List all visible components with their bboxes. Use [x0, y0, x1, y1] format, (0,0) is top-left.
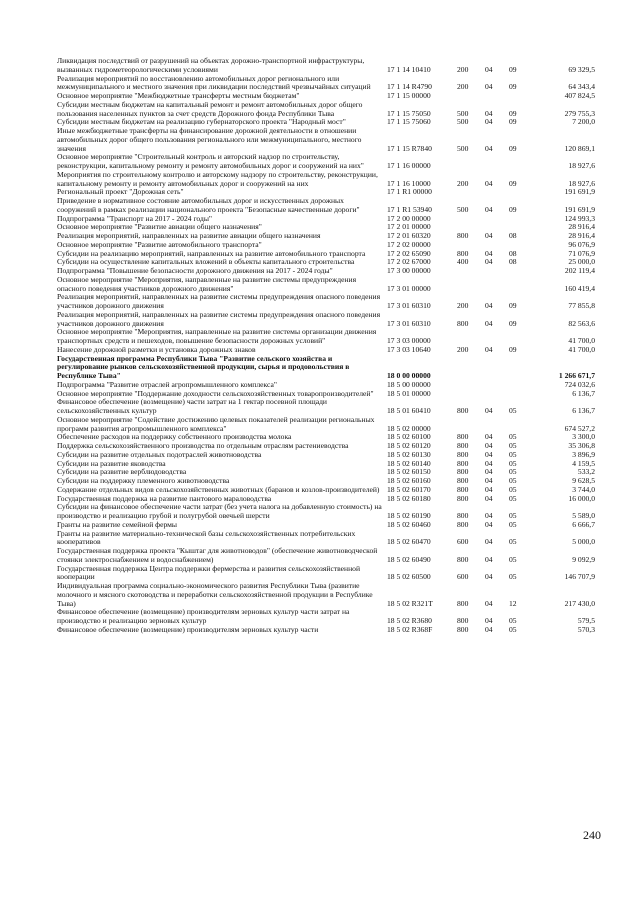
- row-target-code: 18 5 02 60500: [387, 572, 431, 582]
- row-amount: 28 916,4: [568, 231, 595, 240]
- row-subsection: 05: [509, 467, 517, 477]
- row-target-code: 17 3 00 00000: [387, 266, 431, 275]
- row-target-code: 17 2 02 67000: [387, 257, 431, 267]
- row-section: 04: [485, 406, 493, 415]
- row-expense-type: 800: [457, 511, 469, 520]
- row-expense-type: 800: [457, 318, 469, 328]
- table-row: [57, 565, 597, 583]
- row-name: Мероприятия по строительному контролю и авторскому надзору по строительству, реконструкции, капитальному ремонту и ремонту автомобильных дорог и сооружений на них: [57, 169, 378, 188]
- table-row: [57, 355, 597, 381]
- row-expense-type: 500: [457, 108, 469, 118]
- row-name: Финансовое обеспечение (возмещение) части затрат на 1 гектар посевной площади сельскохозяйственных культур: [57, 397, 327, 415]
- row-name: Основное мероприятие "Мероприятия, направленные на развитие системы предупреждения опасного поведения участников дорожного движения": [57, 274, 357, 293]
- row-section: 04: [485, 616, 493, 625]
- table-row: [57, 398, 597, 416]
- row-section: 04: [485, 449, 493, 459]
- row-target-code: 17 2 00 00000: [387, 213, 431, 223]
- table-row: [57, 293, 597, 311]
- row-target-code: 18 5 02 60180: [387, 493, 431, 503]
- row-subsection: 05: [509, 441, 517, 450]
- row-expense-type: 800: [457, 406, 469, 415]
- row-expense-type: 600: [457, 537, 469, 547]
- row-amount: 18 927,6: [568, 161, 595, 170]
- row-subsection: 05: [509, 624, 517, 634]
- table-row: [57, 57, 597, 75]
- row-target-code: 17 2 01 00000: [387, 222, 431, 232]
- row-expense-type: 800: [457, 432, 469, 442]
- row-subsection: 09: [509, 318, 517, 328]
- row-target-code: 17 1 R1 00000: [387, 187, 432, 197]
- row-name: Субсидии местным бюджетам на капитальный ремонт и ремонт автомобильных дорог общего пользования населенных пунктов за счет средств Дорожного фонда Республики Тыва: [57, 99, 363, 118]
- row-expense-type: 200: [457, 178, 469, 188]
- row-name: Нанесение дорожной разметки и установка дорожных знаков: [57, 344, 256, 354]
- row-section: 04: [485, 82, 493, 92]
- row-target-code: 17 3 03 00000: [387, 336, 431, 345]
- row-name: Обеспечение расходов на поддержку собственного производства молока: [57, 432, 292, 442]
- table-row: [57, 127, 597, 153]
- row-name: Региональный проект "Дорожная сеть": [57, 187, 184, 197]
- row-amount: 71 076,9: [568, 248, 595, 258]
- row-amount: 6 136,7: [572, 388, 595, 398]
- row-subsection: 05: [509, 406, 517, 415]
- row-expense-type: 800: [457, 449, 469, 459]
- row-target-code: 18 5 01 60410: [387, 406, 431, 415]
- row-target-code: 18 5 02 60140: [387, 458, 431, 468]
- row-target-code: 17 1 R1 53940: [387, 204, 432, 214]
- row-subsection: 09: [509, 204, 517, 214]
- row-amount: 69 329,5: [568, 64, 595, 74]
- row-target-code: 17 3 01 60310: [387, 301, 431, 310]
- row-name: Субсидии на осуществление капитальных вложений в объекты капитального строительства: [57, 257, 355, 267]
- row-section: 04: [485, 178, 493, 188]
- row-subsection: 09: [509, 143, 517, 153]
- row-section: 04: [485, 467, 493, 477]
- row-target-code: 17 1 15 75060: [387, 117, 431, 127]
- row-subsection: 05: [509, 484, 517, 494]
- row-section: 04: [485, 493, 493, 503]
- row-target-code: 17 1 16 10000: [387, 178, 431, 188]
- row-section: 04: [485, 143, 493, 153]
- row-expense-type: 800: [457, 231, 469, 240]
- row-target-code: 18 5 02 R368F: [387, 624, 433, 634]
- row-target-code: 18 5 02 R3680: [387, 616, 432, 625]
- row-name: Основное мероприятие "Содействие достижению целевых показателей реализации региональных программ развития агропромышленного комплекса": [57, 414, 375, 433]
- row-amount: 191 691,9: [564, 204, 595, 214]
- row-name: Поддержка сельскохозяйственного производства по отдельным отраслям растениеводства: [57, 441, 349, 450]
- row-amount: 82 563,6: [568, 318, 595, 328]
- row-section: 04: [485, 511, 493, 520]
- row-amount: 96 076,9: [568, 239, 595, 249]
- row-subsection: 05: [509, 511, 517, 520]
- row-name: Государственная поддержка Центра поддержки фермерства и развития сельскохозяйственной кооперации: [57, 563, 361, 582]
- row-name: Реализация мероприятий, направленных на развитие системы предупреждения опасного поведения участников дорожного движения: [57, 309, 381, 328]
- row-name: Субсидии на развитие верблюдоводства: [57, 467, 187, 477]
- row-amount: 16 000,0: [568, 493, 595, 503]
- table-row: [57, 626, 597, 635]
- row-target-code: 17 1 14 R4790: [387, 82, 432, 92]
- row-amount: 9 628,5: [572, 476, 595, 485]
- row-amount: 5 589,0: [572, 511, 595, 520]
- row-name: Содержание отдельных видов сельскохозяйственных животных (баранов и козлов-производителей): [57, 484, 380, 494]
- row-expense-type: 500: [457, 204, 469, 214]
- row-expense-type: 800: [457, 476, 469, 485]
- row-target-code: 17 3 03 10640: [387, 344, 431, 354]
- row-subsection: 12: [509, 598, 517, 608]
- row-name: Приведение в нормативное состояние автомобильных дорог и искусственных дорожных сооружений в рамках реализации национального проекта "Безопасные качественные дороги": [57, 196, 360, 214]
- row-name: Государственная поддержка проекта "Кыштаг для животноводов" (обеспечение животноводческой стоянки электроснабжением и водоснабжением): [57, 546, 378, 564]
- row-amount: 41 700,0: [568, 336, 595, 345]
- row-name: Реализация мероприятий, направленных на развитие системы предупреждения опасного поведения участников дорожного движения: [57, 292, 381, 310]
- row-amount: 64 343,4: [568, 82, 595, 92]
- row-section: 04: [485, 204, 493, 214]
- row-subsection: 05: [509, 476, 517, 485]
- row-section: 04: [485, 344, 493, 354]
- row-target-code: 18 5 02 60460: [387, 519, 431, 529]
- row-name: Основное мероприятие "Развитие авиации общего назначения": [57, 222, 262, 232]
- row-name: Иные межбюджетные трансферты на финансирование дорожной деятельности в отношении автомобильных дорог общего пользования регионального или межмуниципального, местного значения: [57, 126, 362, 153]
- row-target-code: 17 2 01 60320: [387, 231, 431, 240]
- row-name: Ликвидация последствий от разрушений на объектах дорожно-транспортной инфраструктуры, вызванных гидрометеорологическими условиями: [57, 56, 365, 74]
- row-name: Государственная поддержка на развитие пантового мараловодства: [57, 493, 272, 503]
- row-section: 04: [485, 537, 493, 547]
- row-amount: 124 993,3: [564, 213, 595, 223]
- table-row: [57, 75, 597, 93]
- row-target-code: 18 5 02 60100: [387, 432, 431, 442]
- row-section: 04: [485, 554, 493, 564]
- row-expense-type: 800: [457, 484, 469, 494]
- table-row: [57, 276, 597, 294]
- row-amount: 217 430,0: [564, 598, 595, 608]
- row-subsection: 05: [509, 493, 517, 503]
- row-expense-type: 800: [457, 616, 469, 625]
- row-expense-type: 800: [457, 458, 469, 468]
- row-target-code: 17 1 15 R7840: [387, 143, 432, 153]
- row-section: 04: [485, 231, 493, 240]
- row-name: Субсидии местным бюджетам на реализацию губернаторского проекта "Народный мост": [57, 117, 346, 127]
- row-subsection: 09: [509, 108, 517, 118]
- row-section: 04: [485, 64, 493, 74]
- row-target-code: 17 1 14 10410: [387, 64, 431, 74]
- row-section: 04: [485, 441, 493, 450]
- row-amount: 35 306,8: [568, 441, 595, 450]
- row-subsection: 05: [509, 432, 517, 442]
- row-expense-type: 200: [457, 301, 469, 310]
- row-target-code: 18 0 00 00000: [387, 371, 431, 380]
- row-subsection: 09: [509, 344, 517, 354]
- row-amount: 279 755,3: [564, 108, 595, 118]
- row-section: 04: [485, 301, 493, 310]
- row-expense-type: 800: [457, 441, 469, 450]
- row-name: Основное мероприятие "Развитие автомобильного транспорта": [57, 239, 262, 249]
- row-amount: 77 855,8: [568, 301, 595, 310]
- row-amount: 579,5: [577, 616, 595, 625]
- row-amount: 674 527,2: [564, 423, 595, 433]
- row-target-code: 18 5 02 60130: [387, 449, 431, 459]
- row-subsection: 05: [509, 572, 517, 582]
- row-subsection: 09: [509, 178, 517, 188]
- row-amount: 533,2: [577, 467, 595, 477]
- row-expense-type: 800: [457, 467, 469, 477]
- table-row: [57, 530, 597, 548]
- row-name: Субсидии на развитие яководства: [57, 458, 166, 468]
- row-amount: 6 666,7: [572, 519, 595, 529]
- table-row: [57, 311, 597, 329]
- row-amount: 5 000,0: [572, 537, 595, 547]
- table-row: [57, 608, 597, 626]
- row-section: 04: [485, 108, 493, 118]
- row-amount: 570,3: [577, 624, 595, 634]
- row-amount: 1 266 671,7: [558, 371, 595, 380]
- row-target-code: 18 5 02 60160: [387, 476, 431, 485]
- row-target-code: 18 5 02 60120: [387, 441, 431, 450]
- row-target-code: 17 2 02 00000: [387, 239, 431, 249]
- row-target-code: 18 5 02 60490: [387, 554, 431, 564]
- row-name: Основное мероприятие "Поддержание доходности сельскохозяйственных товаропроизводителей": [57, 388, 374, 398]
- row-expense-type: 800: [457, 248, 469, 258]
- row-section: 04: [485, 318, 493, 328]
- row-section: 04: [485, 248, 493, 258]
- row-expense-type: 600: [457, 572, 469, 582]
- row-subsection: 09: [509, 82, 517, 92]
- row-expense-type: 500: [457, 143, 469, 153]
- row-name: Гранты на развитие материально-технической базы сельскохозяйственных потребительских кооперативов: [57, 528, 356, 547]
- row-name: Субсидии на развитие отдельных подотраслей животноводства: [57, 449, 262, 459]
- row-section: 04: [485, 624, 493, 634]
- row-target-code: 18 5 02 00000: [387, 423, 431, 433]
- row-target-code: 17 3 01 00000: [387, 283, 431, 293]
- row-expense-type: 800: [457, 598, 469, 608]
- row-expense-type: 200: [457, 82, 469, 92]
- row-target-code: 17 1 15 75050: [387, 108, 431, 118]
- row-name: Субсидии на реализацию мероприятий, направленных на развитие автомобильного транспорта: [57, 248, 366, 258]
- row-amount: 7 200,0: [572, 117, 595, 127]
- row-subsection: 05: [509, 616, 517, 625]
- page-number: 240: [583, 828, 601, 842]
- row-name: Государственная программа Республики Тыва "Развитие сельского хозяйства и регулирование рынков сельскохозяйственной продукции, сырья и продовольствия в Республике Тыва": [57, 353, 350, 380]
- row-section: 04: [485, 117, 493, 127]
- row-subsection: 09: [509, 64, 517, 74]
- row-name: Основное мероприятие "Строительный контроль и авторский надзор по строительству, реконструкции, капитальному ремонту и ремонту автомобильных дорог и сооружений на них": [57, 152, 364, 170]
- row-subsection: 05: [509, 554, 517, 564]
- row-amount: 3 300,0: [572, 432, 595, 442]
- row-section: 04: [485, 476, 493, 485]
- row-expense-type: 800: [457, 624, 469, 634]
- row-name: Подпрограмма "Транспорт на 2017 - 2024 годы": [57, 213, 213, 223]
- row-expense-type: 800: [457, 554, 469, 564]
- row-amount: 146 707,9: [564, 572, 595, 582]
- row-amount: 191 691,9: [564, 187, 595, 197]
- row-name: Субсидии на поддержку племенного животноводства: [57, 476, 230, 485]
- row-expense-type: 500: [457, 117, 469, 127]
- row-subsection: 08: [509, 231, 517, 240]
- row-amount: 28 916,4: [568, 222, 595, 232]
- row-amount: 160 419,4: [564, 283, 595, 293]
- row-amount: 120 869,1: [564, 143, 595, 153]
- table-row: [57, 582, 597, 608]
- row-target-code: 18 5 01 00000: [387, 388, 431, 398]
- table-row: [57, 547, 597, 565]
- row-amount: 4 159,5: [572, 458, 595, 468]
- row-expense-type: 800: [457, 519, 469, 529]
- row-expense-type: 200: [457, 344, 469, 354]
- row-subsection: 08: [509, 257, 517, 267]
- row-name: Финансовое обеспечение (возмещение) производителям зерновых культур части затрат на производство и реализацию зерновых культур: [57, 607, 350, 625]
- table-row: [57, 101, 597, 119]
- row-target-code: 18 5 02 60150: [387, 467, 431, 477]
- row-amount: 25 000,0: [568, 257, 595, 267]
- row-amount: 3 744,0: [572, 484, 595, 494]
- row-name: Субсидии на финансовое обеспечение части затрат (без учета налога на добавленную стоимость) на производство и реализацию грубой и полугрубой овечьей шерсти: [57, 502, 382, 520]
- row-target-code: 17 1 16 00000: [387, 161, 431, 170]
- row-name: Индивидуальная программа социально-экономического развития Республики Тыва (развитие молочного и мясного скотоводства и переработки сельскохозяйственной продукции в Республике Тыва): [57, 581, 373, 608]
- table-row: [57, 416, 597, 434]
- row-section: 04: [485, 432, 493, 442]
- row-amount: 202 119,4: [564, 266, 595, 275]
- row-target-code: 17 2 02 65090: [387, 248, 431, 258]
- row-target-code: 18 5 02 60170: [387, 484, 431, 494]
- row-target-code: 18 5 02 60470: [387, 537, 431, 547]
- row-name: Гранты на развитие семейной фермы: [57, 519, 178, 529]
- row-name: Реализация мероприятий по восстановлению автомобильных дорог регионального или межмуниципального и местного значения при ликвидации последствий чрезвычайных ситуаций: [57, 73, 371, 92]
- row-subsection: 09: [509, 117, 517, 127]
- row-name: Подпрограмма "Повышение безопасности дорожного движения на 2017 - 2024 годы": [57, 266, 333, 275]
- row-amount: 724 032,6: [564, 379, 595, 389]
- row-name: Подпрограмма "Развитие отраслей агропромышленного комплекса": [57, 379, 277, 389]
- row-subsection: 08: [509, 248, 517, 258]
- table-row: [57, 328, 597, 346]
- row-section: 04: [485, 257, 493, 267]
- row-amount: 18 927,6: [568, 178, 595, 188]
- row-name: Основное мероприятие "Мероприятия, направленные на развитие системы организации движения транспортных средств и пешеходов, повышение безопасности дорожных условий": [57, 327, 377, 345]
- row-target-code: 18 5 02 60190: [387, 511, 431, 520]
- row-section: 04: [485, 519, 493, 529]
- row-section: 04: [485, 484, 493, 494]
- row-subsection: 09: [509, 301, 517, 310]
- row-name: Реализация мероприятий, направленных на развитие авиации общего назначения: [57, 231, 321, 240]
- table-row: [57, 197, 597, 215]
- row-subsection: 05: [509, 458, 517, 468]
- row-amount: 3 896,9: [572, 449, 595, 459]
- row-expense-type: 200: [457, 64, 469, 74]
- row-subsection: 05: [509, 449, 517, 459]
- row-section: 04: [485, 458, 493, 468]
- table-row: [57, 503, 597, 521]
- row-section: 04: [485, 572, 493, 582]
- table-row: [57, 153, 597, 171]
- row-target-code: 18 5 00 00000: [387, 379, 431, 389]
- budget-table: [57, 57, 597, 635]
- row-amount: 41 700,0: [568, 344, 595, 354]
- row-expense-type: 800: [457, 493, 469, 503]
- table-row: [57, 171, 597, 189]
- row-amount: 6 136,7: [572, 406, 595, 415]
- row-name: Основное мероприятие "Межбюджетные трансферты местным бюджетам": [57, 91, 300, 100]
- row-section: 04: [485, 598, 493, 608]
- row-name: Финансовое обеспечение (возмещение) производителям зерновых культур части: [57, 624, 319, 634]
- row-subsection: 05: [509, 537, 517, 547]
- row-target-code: 17 3 01 60310: [387, 318, 431, 328]
- row-amount: 9 092,9: [572, 554, 595, 564]
- row-subsection: 05: [509, 519, 517, 529]
- row-amount: 407 824,5: [564, 91, 595, 100]
- row-expense-type: 400: [457, 257, 469, 267]
- row-target-code: 17 1 15 00000: [387, 91, 431, 100]
- row-target-code: 18 5 02 R321Т: [387, 598, 433, 608]
